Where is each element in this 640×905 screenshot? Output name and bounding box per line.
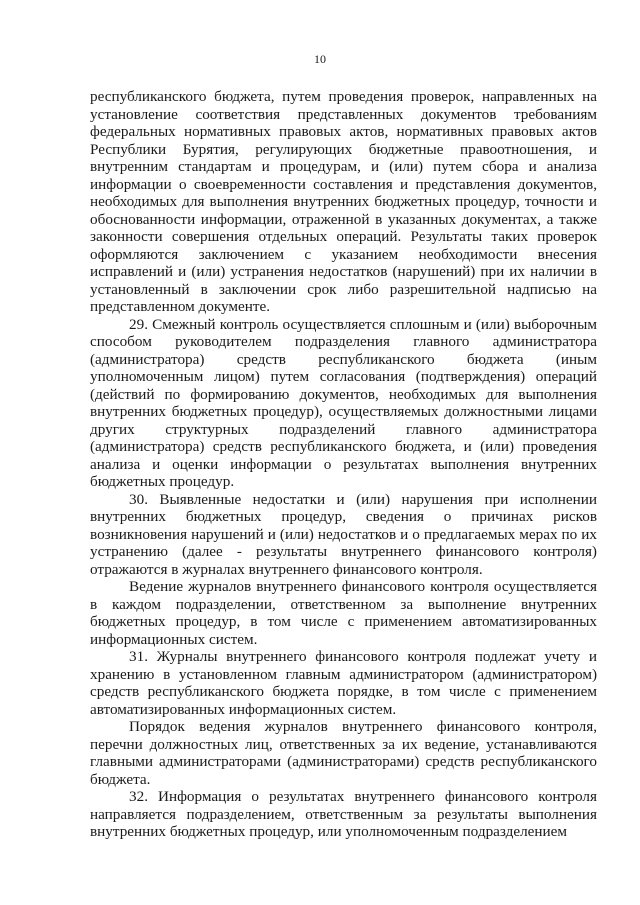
paragraph-journals-procedure: Порядок ведения журналов внутреннего финансового контроля, перечни должностных лиц, ответственных за их ведение, устанавливаются главными администраторами (администраторами) средств республиканского бюджета. xyxy=(90,718,597,788)
paragraph-31: 31. Журналы внутреннего финансового контроля подлежат учету и хранению в установленном главным администратором (администратором) средств республиканского бюджета порядке, в том числе с применением автоматизированных информационных систем. xyxy=(90,648,597,718)
page-number: 10 xyxy=(314,52,326,66)
paragraph-32: 32. Информация о результатах внутреннего финансового контроля направляется подразделением, ответственным за результаты выполнения внутренних бюджетных процедур, или уполномоченным подразделением xyxy=(90,788,597,840)
paragraph-journals-maintenance: Ведение журналов внутреннего финансового контроля осуществляется в каждом подразделении, ответственном за выполнение внутренних бюджетных процедур, в том числе с применением автоматизированных информационных систем. xyxy=(90,578,597,648)
paragraph-30: 30. Выявленные недостатки и (или) нарушения при исполнении внутренних бюджетных процедур, сведения о причинах рисков возникновения нарушений и (или) недостатков и о предлагаемых мерах по их устранению (далее - результаты внутреннего финансового контроля) отражаются в журналах внутреннего финансового контроля. xyxy=(90,490,597,578)
paragraph-29: 29. Смежный контроль осуществляется сплошным и (или) выборочным способом руководителем подразделения главного администратора (администратора) средств республиканского бюджета (иным уполномоченным лицом) путем согласования (подтверждения) операций (действий по формированию документов, необходимых для выполнения внутренних бюджетных процедур), осуществляемых должностными лицами других структурных подразделений главного администратора (администратора) средств республиканского бюджета, и (или) проведения анализа и оценки информации о результатах выполнения внутренних бюджетных процедур. xyxy=(90,315,597,490)
paragraph-continuation: республиканского бюджета, путем проведения проверок, направленных на установление соответствия представленных документов требованиям федеральных нормативных правовых актов, нормативных правовых актов Республики Бурятия, регулирующих бюджетные правоотношения, и внутренним стандартам и процедурам, и (или) путем сбора и анализа информации о своевременности составления и представления документов, необходимых для выполнения внутренних бюджетных процедур, точности и обоснованности информации, отраженной в указанных документах, а также законности совершения отдельных операций. Результаты таких проверок оформляются заключением с указанием необходимости внесения исправлений и (или) устранения недостатков (нарушений) при их наличии в установленный в заключении срок либо разрешительной надписью на представленном документе. xyxy=(90,88,597,315)
document-body xyxy=(90,88,597,841)
